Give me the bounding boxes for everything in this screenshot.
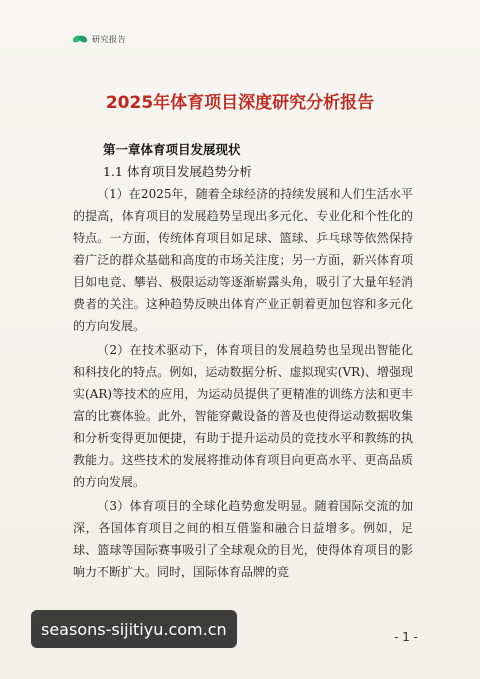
paragraph-1: （1）在2025年，随着全球经济的持续发展和人们生活水平的提高，体育项目的发展趋势呈现出多元化、专业化和个性化的特点。一方面，传统体育项目如足球、篮球、乒乓球等依然保持着广泛的群众基础和高度的市场关注度；另一方面，新兴体育项目如电竞、攀岩、极限运动等逐渐崭露头角，吸引了大量年轻消费者的关注。这种趋势反映出体育产业正朝着更加包容和多元化的方向发展。 — [73, 187, 413, 333]
body-text — [73, 183, 413, 585]
watermark-text: seasons-sijitiyu.com.cn — [41, 619, 227, 639]
section-heading: 1.1 体育项目发展趋势分析 — [103, 164, 252, 179]
report-header — [72, 33, 126, 45]
page-number: - 1 - — [394, 630, 418, 644]
watermark-overlay — [31, 610, 237, 648]
leaf-logo-icon — [72, 33, 88, 45]
report-title: 2025年体育项目深度研究分析报告 — [105, 93, 375, 113]
paragraph-3: （3）体育项目的全球化趋势愈发明显。随着国际交流的加深，各国体育项目之间的相互借鉴和融合日益增多。例如，足球、篮球等国际赛事吸引了全球观众的目光，使得体育项目的影响力不断扩大。同时，国际体育品牌的竞 — [73, 499, 413, 579]
paragraph-2: （2）在技术驱动下，体育项目的发展趋势也呈现出智能化和科技化的特点。例如，运动数据分析、虚拟现实(VR)、增强现实(AR)等技术的应用，为运动员提供了更精准的训练方法和更丰富的比赛体验。此外，智能穿戴设备的普及也使得运动数据收集和分析变得更加便捷，有助于提升运动员的竞技水平和教练的执教能力。这些技术的发展将推动体育项目向更高水平、更高品质的方向发展。 — [73, 343, 413, 489]
header-label: 研究报告 — [92, 34, 126, 44]
chapter-heading: 第一章体育项目发展现状 — [103, 142, 241, 157]
